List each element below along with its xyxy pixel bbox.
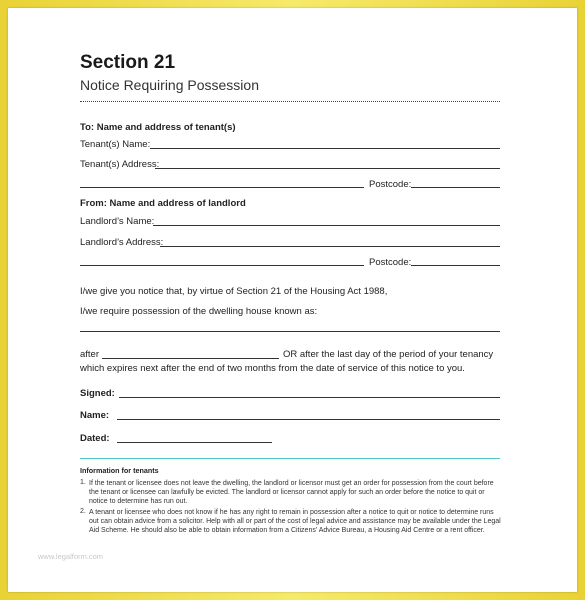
tenant-address-field-2[interactable] (80, 187, 364, 188)
landlord-address-field-2[interactable] (80, 265, 364, 266)
tenant-postcode-field[interactable] (411, 187, 500, 188)
dwelling-house-field[interactable] (80, 331, 500, 332)
landlord-heading: From: Name and address of landlord (80, 198, 246, 209)
dated-field[interactable] (117, 442, 272, 443)
notice-statement: I/we give you notice that, by virtue of Section 21 of the Housing Act 1988, (80, 286, 388, 297)
tenant-postcode-label: Postcode: (369, 179, 412, 190)
landlord-name-field[interactable] (153, 225, 500, 226)
name-label: Name: (80, 410, 110, 421)
tenant-name-field[interactable] (150, 148, 500, 149)
signed-label: Signed: (80, 388, 115, 399)
possession-statement: I/we require possession of the dwelling house known as: (80, 306, 318, 317)
info-heading: Information for tenants (80, 466, 159, 475)
landlord-address-field-1[interactable] (160, 246, 500, 247)
landlord-postcode-field[interactable] (411, 265, 500, 266)
dated-label: Dated: (80, 433, 110, 444)
info-item-text: If the tenant or licensee does not leave the dwelling, the landlord or licensor must get an order for possession from the court before the tenant or licensee can lawfully be evicted. The landlord or licensor cannot apply for such an order before the notice to quit or notice to determine has run out. (89, 480, 494, 505)
info-item-text: A tenant or licensee who does not know if he has any right to remain in possession after a notice to quit or notice to determine runs out can obtain advice from a solicitor. Help with all or part of the cost of legal advice and assistance may be available under the Legal Aid Scheme. He should also be able to obtain information from a Citizens’ Advice Bureau, a Housing Aid Centre or a rent officer. (89, 509, 501, 534)
after-label: after (80, 349, 100, 360)
tenant-name-label: Tenant(s) Name: (80, 139, 151, 150)
landlord-name-label: Landlord’s Name: (80, 216, 155, 227)
landlord-postcode-label: Postcode: (369, 257, 412, 268)
info-divider (80, 458, 500, 459)
tenant-address-label: Tenant(s) Address: (80, 159, 160, 170)
info-item-number: 1. (80, 479, 86, 486)
landlord-address-label: Landlord’s Address: (80, 237, 164, 248)
signed-field[interactable] (119, 397, 500, 398)
tenant-address-field-1[interactable] (155, 168, 500, 169)
tenant-heading: To: Name and address of tenant(s) (80, 122, 236, 133)
name-field[interactable] (117, 419, 500, 420)
info-item-number: 2. (80, 508, 86, 515)
title-divider (80, 101, 500, 102)
expires-statement: which expires next after the end of two months from the date of service of this notice to you. (80, 363, 465, 374)
watermark: www.legalform.com (38, 552, 104, 561)
notice-document (8, 8, 577, 592)
after-date-field[interactable] (102, 358, 279, 359)
page-subtitle: Notice Requiring Possession (80, 77, 259, 93)
page-title: Section 21 (80, 52, 176, 73)
or-after-statement: OR after the last day of the period of your tenancy (283, 349, 494, 360)
